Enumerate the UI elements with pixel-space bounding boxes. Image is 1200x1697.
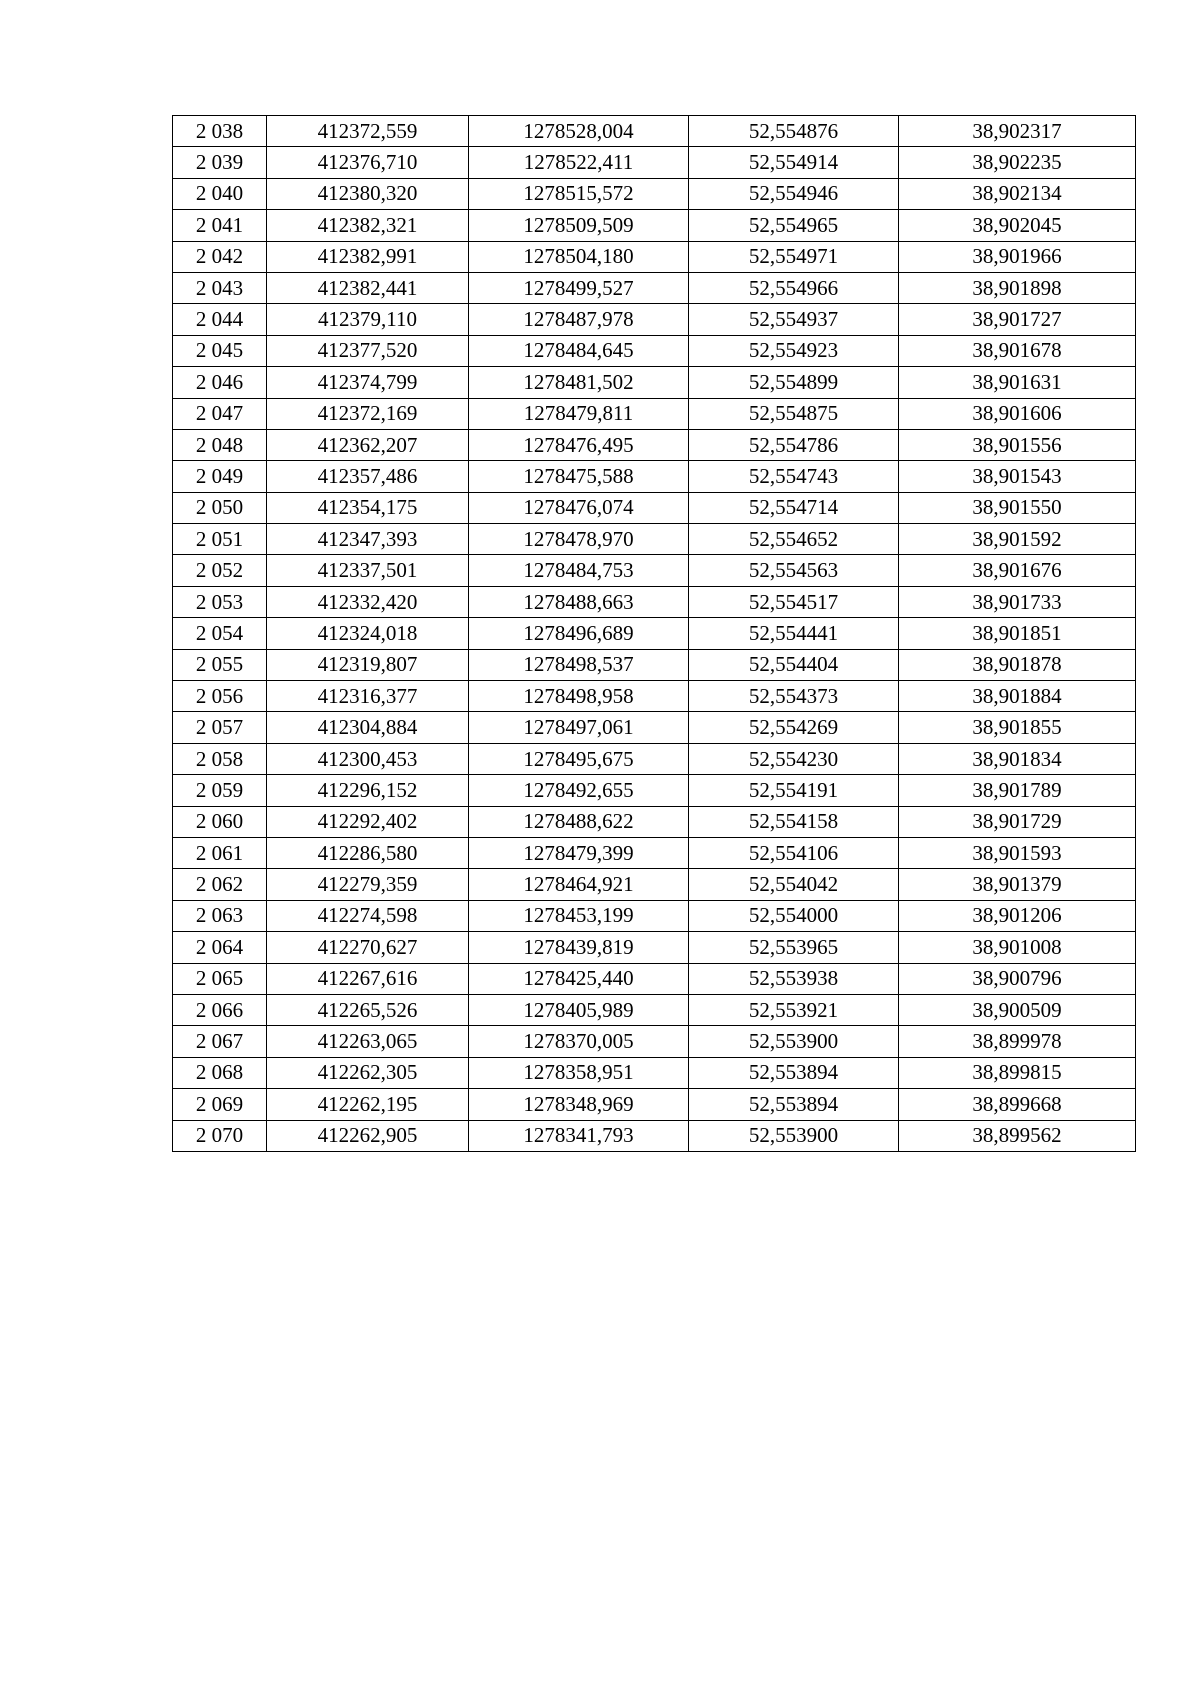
point-number-cell: 2 038: [173, 116, 267, 147]
table-row: [173, 492, 1136, 523]
table-row: [173, 555, 1136, 586]
x-coordinate-cell: 412319,807: [267, 649, 469, 680]
table-row: [173, 241, 1136, 272]
latitude-cell: 52,554966: [689, 272, 899, 303]
y-coordinate-cell: 1278504,180: [469, 241, 689, 272]
latitude-cell: 52,554269: [689, 712, 899, 743]
latitude-cell: 52,553900: [689, 1120, 899, 1151]
x-coordinate-cell: 412292,402: [267, 806, 469, 837]
latitude-cell: 52,554971: [689, 241, 899, 272]
table-row: [173, 429, 1136, 460]
x-coordinate-cell: 412304,884: [267, 712, 469, 743]
table-row: [173, 712, 1136, 743]
table-row: [173, 1120, 1136, 1151]
point-number-cell: 2 053: [173, 586, 267, 617]
x-coordinate-cell: 412296,152: [267, 775, 469, 806]
longitude-cell: 38,900509: [899, 994, 1136, 1025]
y-coordinate-cell: 1278492,655: [469, 775, 689, 806]
latitude-cell: 52,554441: [689, 618, 899, 649]
table-row: [173, 178, 1136, 209]
point-number-cell: 2 057: [173, 712, 267, 743]
latitude-cell: 52,554000: [689, 900, 899, 931]
y-coordinate-cell: 1278453,199: [469, 900, 689, 931]
coordinates-table: [172, 115, 1136, 1152]
latitude-cell: 52,554191: [689, 775, 899, 806]
longitude-cell: 38,901543: [899, 461, 1136, 492]
y-coordinate-cell: 1278495,675: [469, 743, 689, 774]
longitude-cell: 38,902317: [899, 116, 1136, 147]
y-coordinate-cell: 1278497,061: [469, 712, 689, 743]
latitude-cell: 52,554899: [689, 367, 899, 398]
table-row: [173, 869, 1136, 900]
point-number-cell: 2 052: [173, 555, 267, 586]
table-row: [173, 618, 1136, 649]
longitude-cell: 38,901008: [899, 932, 1136, 963]
table-row: [173, 806, 1136, 837]
longitude-cell: 38,899815: [899, 1057, 1136, 1088]
x-coordinate-cell: 412372,169: [267, 398, 469, 429]
latitude-cell: 52,554937: [689, 304, 899, 335]
table-row: [173, 963, 1136, 994]
point-number-cell: 2 069: [173, 1089, 267, 1120]
point-number-cell: 2 062: [173, 869, 267, 900]
table-row: [173, 398, 1136, 429]
x-coordinate-cell: 412262,305: [267, 1057, 469, 1088]
y-coordinate-cell: 1278479,399: [469, 837, 689, 868]
point-number-cell: 2 043: [173, 272, 267, 303]
latitude-cell: 52,554876: [689, 116, 899, 147]
y-coordinate-cell: 1278487,978: [469, 304, 689, 335]
y-coordinate-cell: 1278476,495: [469, 429, 689, 460]
point-number-cell: 2 068: [173, 1057, 267, 1088]
x-coordinate-cell: 412382,441: [267, 272, 469, 303]
x-coordinate-cell: 412380,320: [267, 178, 469, 209]
point-number-cell: 2 040: [173, 178, 267, 209]
y-coordinate-cell: 1278479,811: [469, 398, 689, 429]
x-coordinate-cell: 412267,616: [267, 963, 469, 994]
latitude-cell: 52,554786: [689, 429, 899, 460]
x-coordinate-cell: 412372,559: [267, 116, 469, 147]
y-coordinate-cell: 1278358,951: [469, 1057, 689, 1088]
table-row: [173, 932, 1136, 963]
latitude-cell: 52,554914: [689, 147, 899, 178]
table-row: [173, 335, 1136, 366]
longitude-cell: 38,902045: [899, 210, 1136, 241]
table-row: [173, 461, 1136, 492]
x-coordinate-cell: 412279,359: [267, 869, 469, 900]
latitude-cell: 52,553938: [689, 963, 899, 994]
point-number-cell: 2 059: [173, 775, 267, 806]
longitude-cell: 38,899562: [899, 1120, 1136, 1151]
point-number-cell: 2 049: [173, 461, 267, 492]
longitude-cell: 38,901556: [899, 429, 1136, 460]
table-row: [173, 775, 1136, 806]
table-row: [173, 367, 1136, 398]
latitude-cell: 52,554563: [689, 555, 899, 586]
latitude-cell: 52,554743: [689, 461, 899, 492]
point-number-cell: 2 045: [173, 335, 267, 366]
table-row: [173, 681, 1136, 712]
point-number-cell: 2 039: [173, 147, 267, 178]
point-number-cell: 2 042: [173, 241, 267, 272]
latitude-cell: 52,553894: [689, 1089, 899, 1120]
latitude-cell: 52,554923: [689, 335, 899, 366]
y-coordinate-cell: 1278476,074: [469, 492, 689, 523]
table-row: [173, 994, 1136, 1025]
y-coordinate-cell: 1278509,509: [469, 210, 689, 241]
y-coordinate-cell: 1278481,502: [469, 367, 689, 398]
point-number-cell: 2 067: [173, 1026, 267, 1057]
y-coordinate-cell: 1278341,793: [469, 1120, 689, 1151]
latitude-cell: 52,554106: [689, 837, 899, 868]
x-coordinate-cell: 412324,018: [267, 618, 469, 649]
table-row: [173, 304, 1136, 335]
longitude-cell: 38,901898: [899, 272, 1136, 303]
y-coordinate-cell: 1278522,411: [469, 147, 689, 178]
point-number-cell: 2 063: [173, 900, 267, 931]
point-number-cell: 2 054: [173, 618, 267, 649]
x-coordinate-cell: 412262,195: [267, 1089, 469, 1120]
longitude-cell: 38,902235: [899, 147, 1136, 178]
point-number-cell: 2 044: [173, 304, 267, 335]
y-coordinate-cell: 1278370,005: [469, 1026, 689, 1057]
point-number-cell: 2 050: [173, 492, 267, 523]
longitude-cell: 38,899978: [899, 1026, 1136, 1057]
y-coordinate-cell: 1278439,819: [469, 932, 689, 963]
x-coordinate-cell: 412379,110: [267, 304, 469, 335]
latitude-cell: 52,554158: [689, 806, 899, 837]
latitude-cell: 52,554965: [689, 210, 899, 241]
x-coordinate-cell: 412316,377: [267, 681, 469, 712]
x-coordinate-cell: 412300,453: [267, 743, 469, 774]
latitude-cell: 52,553900: [689, 1026, 899, 1057]
point-number-cell: 2 058: [173, 743, 267, 774]
latitude-cell: 52,554652: [689, 524, 899, 555]
point-number-cell: 2 047: [173, 398, 267, 429]
point-number-cell: 2 041: [173, 210, 267, 241]
point-number-cell: 2 048: [173, 429, 267, 460]
longitude-cell: 38,901727: [899, 304, 1136, 335]
longitude-cell: 38,901676: [899, 555, 1136, 586]
y-coordinate-cell: 1278499,527: [469, 272, 689, 303]
table-row: [173, 524, 1136, 555]
table-row: [173, 1057, 1136, 1088]
y-coordinate-cell: 1278484,753: [469, 555, 689, 586]
y-coordinate-cell: 1278475,588: [469, 461, 689, 492]
latitude-cell: 52,554946: [689, 178, 899, 209]
x-coordinate-cell: 412332,420: [267, 586, 469, 617]
longitude-cell: 38,901729: [899, 806, 1136, 837]
longitude-cell: 38,901834: [899, 743, 1136, 774]
longitude-cell: 38,901606: [899, 398, 1136, 429]
y-coordinate-cell: 1278528,004: [469, 116, 689, 147]
x-coordinate-cell: 412270,627: [267, 932, 469, 963]
table-row: [173, 837, 1136, 868]
longitude-cell: 38,901550: [899, 492, 1136, 523]
longitude-cell: 38,901851: [899, 618, 1136, 649]
y-coordinate-cell: 1278498,958: [469, 681, 689, 712]
latitude-cell: 52,554373: [689, 681, 899, 712]
longitude-cell: 38,901379: [899, 869, 1136, 900]
longitude-cell: 38,901884: [899, 681, 1136, 712]
latitude-cell: 52,554230: [689, 743, 899, 774]
longitude-cell: 38,901789: [899, 775, 1136, 806]
point-number-cell: 2 060: [173, 806, 267, 837]
x-coordinate-cell: 412262,905: [267, 1120, 469, 1151]
table-row: [173, 586, 1136, 617]
x-coordinate-cell: 412274,598: [267, 900, 469, 931]
y-coordinate-cell: 1278405,989: [469, 994, 689, 1025]
longitude-cell: 38,901966: [899, 241, 1136, 272]
y-coordinate-cell: 1278478,970: [469, 524, 689, 555]
table-row: [173, 649, 1136, 680]
y-coordinate-cell: 1278498,537: [469, 649, 689, 680]
point-number-cell: 2 051: [173, 524, 267, 555]
table-row: [173, 1089, 1136, 1120]
x-coordinate-cell: 412263,065: [267, 1026, 469, 1057]
longitude-cell: 38,899668: [899, 1089, 1136, 1120]
x-coordinate-cell: 412377,520: [267, 335, 469, 366]
longitude-cell: 38,901678: [899, 335, 1136, 366]
longitude-cell: 38,901206: [899, 900, 1136, 931]
table-row: [173, 743, 1136, 774]
y-coordinate-cell: 1278348,969: [469, 1089, 689, 1120]
longitude-cell: 38,902134: [899, 178, 1136, 209]
point-number-cell: 2 055: [173, 649, 267, 680]
y-coordinate-cell: 1278496,689: [469, 618, 689, 649]
x-coordinate-cell: 412347,393: [267, 524, 469, 555]
table-row: [173, 147, 1136, 178]
latitude-cell: 52,554517: [689, 586, 899, 617]
point-number-cell: 2 065: [173, 963, 267, 994]
x-coordinate-cell: 412362,207: [267, 429, 469, 460]
point-number-cell: 2 046: [173, 367, 267, 398]
latitude-cell: 52,554714: [689, 492, 899, 523]
y-coordinate-cell: 1278484,645: [469, 335, 689, 366]
longitude-cell: 38,900796: [899, 963, 1136, 994]
latitude-cell: 52,554042: [689, 869, 899, 900]
x-coordinate-cell: 412382,321: [267, 210, 469, 241]
point-number-cell: 2 061: [173, 837, 267, 868]
table-row: [173, 900, 1136, 931]
longitude-cell: 38,901631: [899, 367, 1136, 398]
y-coordinate-cell: 1278488,663: [469, 586, 689, 617]
latitude-cell: 52,553965: [689, 932, 899, 963]
point-number-cell: 2 070: [173, 1120, 267, 1151]
longitude-cell: 38,901733: [899, 586, 1136, 617]
latitude-cell: 52,554404: [689, 649, 899, 680]
x-coordinate-cell: 412354,175: [267, 492, 469, 523]
y-coordinate-cell: 1278515,572: [469, 178, 689, 209]
table-row: [173, 116, 1136, 147]
longitude-cell: 38,901855: [899, 712, 1136, 743]
y-coordinate-cell: 1278425,440: [469, 963, 689, 994]
x-coordinate-cell: 412265,526: [267, 994, 469, 1025]
table-row: [173, 272, 1136, 303]
point-number-cell: 2 064: [173, 932, 267, 963]
y-coordinate-cell: 1278464,921: [469, 869, 689, 900]
x-coordinate-cell: 412374,799: [267, 367, 469, 398]
x-coordinate-cell: 412337,501: [267, 555, 469, 586]
table-row: [173, 210, 1136, 241]
x-coordinate-cell: 412376,710: [267, 147, 469, 178]
point-number-cell: 2 056: [173, 681, 267, 712]
longitude-cell: 38,901878: [899, 649, 1136, 680]
coordinates-table-body: [173, 116, 1136, 1152]
latitude-cell: 52,553894: [689, 1057, 899, 1088]
table-row: [173, 1026, 1136, 1057]
latitude-cell: 52,554875: [689, 398, 899, 429]
x-coordinate-cell: 412357,486: [267, 461, 469, 492]
x-coordinate-cell: 412382,991: [267, 241, 469, 272]
longitude-cell: 38,901592: [899, 524, 1136, 555]
x-coordinate-cell: 412286,580: [267, 837, 469, 868]
point-number-cell: 2 066: [173, 994, 267, 1025]
longitude-cell: 38,901593: [899, 837, 1136, 868]
y-coordinate-cell: 1278488,622: [469, 806, 689, 837]
latitude-cell: 52,553921: [689, 994, 899, 1025]
